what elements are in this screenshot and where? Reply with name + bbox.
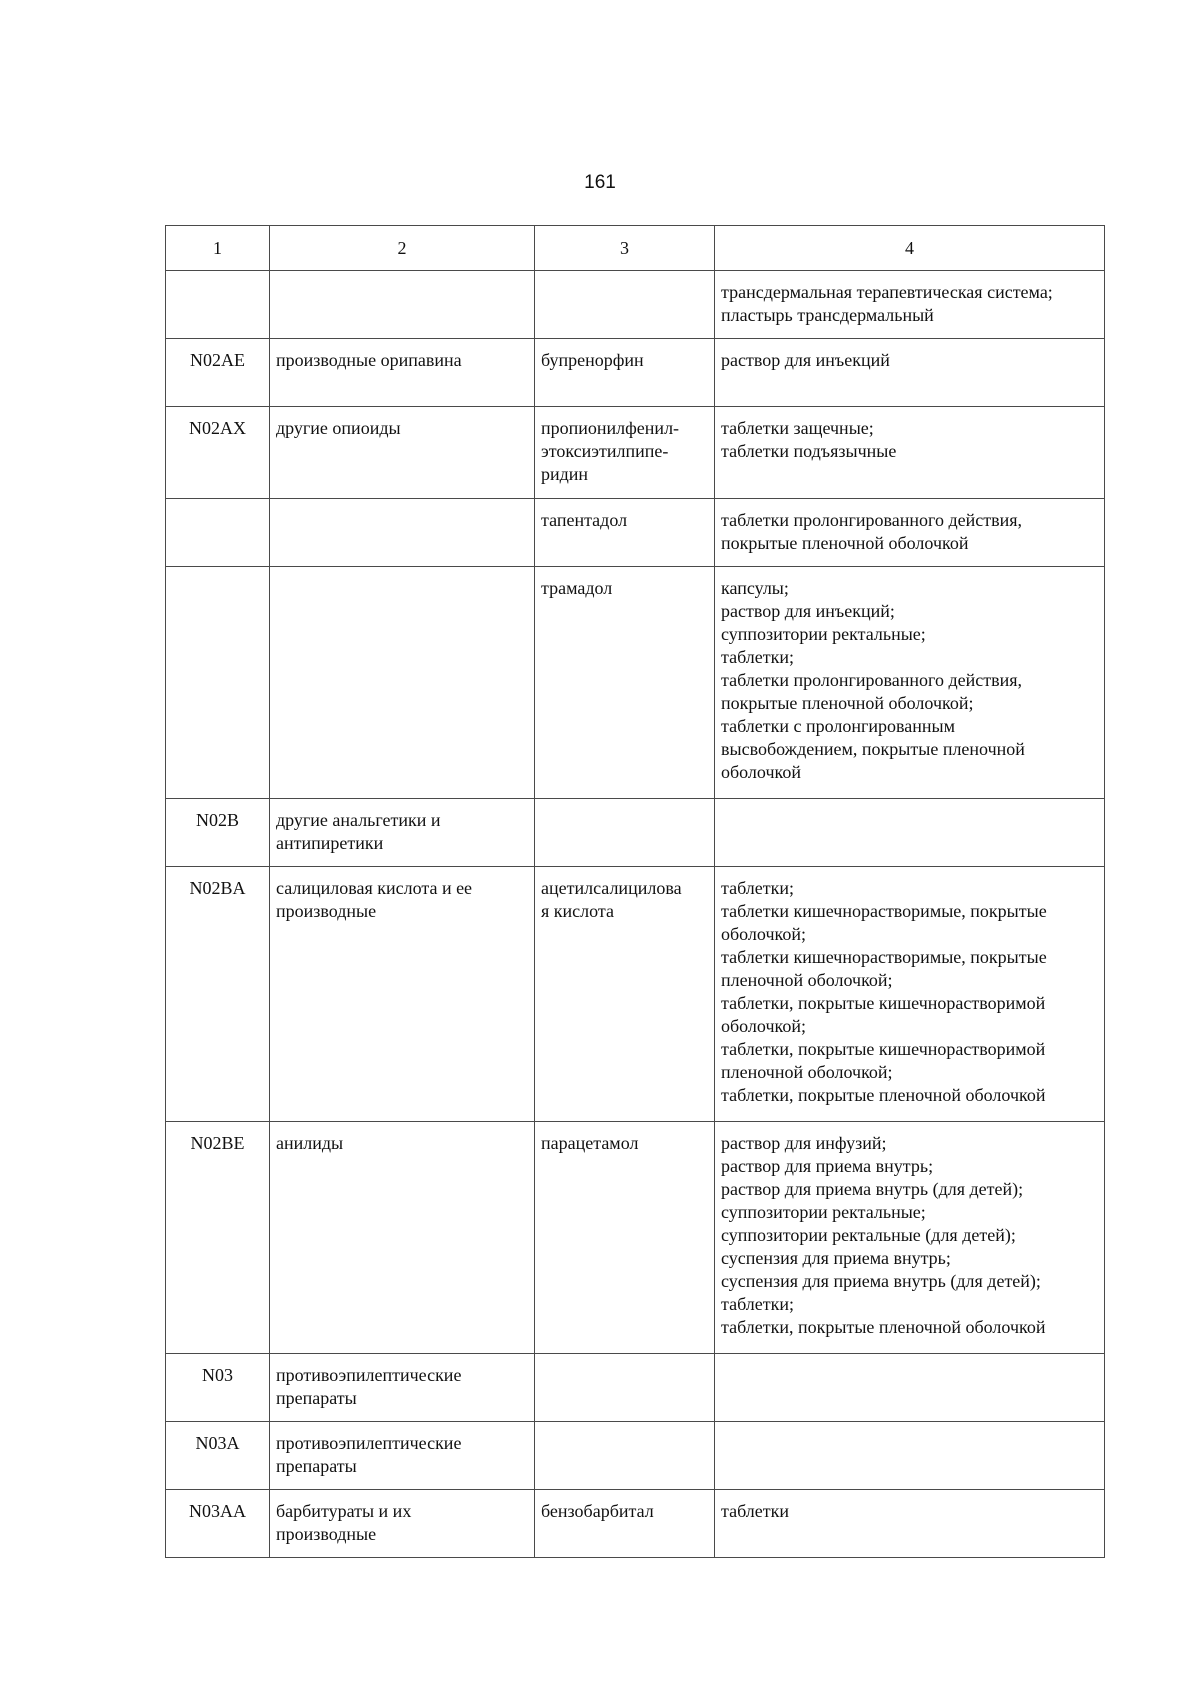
group-name-cell: другие анальгетики и антипиретики	[270, 799, 535, 867]
drug-name-cell	[535, 799, 715, 867]
atc-code-cell: N02BE	[166, 1122, 270, 1354]
dosage-forms-cell: раствор для инфузий; раствор для приема внутрь; раствор для приема внутрь (для детей); суппозитории ректальные; суппозитории ректальные (для детей); суспензия для приема внутрь; суспензия для приема внутрь (для детей); таблетки; таблетки, покрытые пленочной оболочкой	[715, 1122, 1105, 1354]
atc-code-cell: N03	[166, 1354, 270, 1422]
group-name-cell	[270, 271, 535, 339]
drug-name-cell: ацетилсалицилова я кислота	[535, 867, 715, 1122]
drug-name-cell: трамадол	[535, 567, 715, 799]
drug-name-cell	[535, 271, 715, 339]
group-name-cell: анилиды	[270, 1122, 535, 1354]
dosage-forms-cell	[715, 799, 1105, 867]
group-name-cell: производные орипавина	[270, 339, 535, 407]
atc-code-cell: N02B	[166, 799, 270, 867]
atc-code-cell: N02AX	[166, 407, 270, 499]
table-row	[166, 407, 1105, 499]
table-row	[166, 1122, 1105, 1354]
dosage-forms-cell	[715, 1422, 1105, 1490]
table-header-row	[166, 226, 1105, 271]
table-row	[166, 867, 1105, 1122]
dosage-forms-cell: раствор для инъекций	[715, 339, 1105, 407]
atc-code-cell: N03A	[166, 1422, 270, 1490]
group-name-cell: противоэпилептические препараты	[270, 1354, 535, 1422]
drug-name-cell: парацетамол	[535, 1122, 715, 1354]
drug-name-cell	[535, 1354, 715, 1422]
group-name-cell: другие опиоиды	[270, 407, 535, 499]
group-name-cell: салициловая кислота и ее производные	[270, 867, 535, 1122]
table-row	[166, 1490, 1105, 1558]
atc-code-cell: N03AA	[166, 1490, 270, 1558]
header-cell-2: 2	[270, 226, 535, 271]
group-name-cell: противоэпилептические препараты	[270, 1422, 535, 1490]
dosage-forms-cell: таблетки; таблетки кишечнорастворимые, покрытые оболочкой; таблетки кишечнорастворимые, покрытые пленочной оболочкой; таблетки, покрытые кишечнорастворимой оболочкой; таблетки, покрытые кишечнорастворимой пленочной оболочкой; таблетки, покрытые пленочной оболочкой	[715, 867, 1105, 1122]
table-row	[166, 799, 1105, 867]
atc-code-cell	[166, 271, 270, 339]
drug-name-cell: бупренорфин	[535, 339, 715, 407]
group-name-cell	[270, 567, 535, 799]
dosage-forms-cell: трансдермальная терапевтическая система; пластырь трансдермальный	[715, 271, 1105, 339]
drug-name-cell: тапентадол	[535, 499, 715, 567]
table-row	[166, 271, 1105, 339]
group-name-cell: барбитураты и их производные	[270, 1490, 535, 1558]
group-name-cell	[270, 499, 535, 567]
dosage-forms-cell	[715, 1354, 1105, 1422]
atc-code-cell	[166, 499, 270, 567]
table-row	[166, 339, 1105, 407]
atc-code-cell: N02BA	[166, 867, 270, 1122]
table-row	[166, 567, 1105, 799]
drug-name-cell	[535, 1422, 715, 1490]
drug-classification-table	[165, 225, 1105, 1558]
dosage-forms-cell: капсулы; раствор для инъекций; суппозитории ректальные; таблетки; таблетки пролонгированного действия, покрытые пленочной оболочкой; таблетки с пролонгированным высвобождением, покрытые пленочной оболочкой	[715, 567, 1105, 799]
table-row	[166, 1422, 1105, 1490]
dosage-forms-cell: таблетки	[715, 1490, 1105, 1558]
atc-code-cell	[166, 567, 270, 799]
table-row	[166, 499, 1105, 567]
dosage-forms-cell: таблетки защечные; таблетки подъязычные	[715, 407, 1105, 499]
atc-code-cell: N02AE	[166, 339, 270, 407]
header-cell-1: 1	[166, 226, 270, 271]
page-number: 161	[584, 172, 616, 193]
header-cell-3: 3	[535, 226, 715, 271]
drug-name-cell: пропионилфенил- этоксиэтилпипе- ридин	[535, 407, 715, 499]
header-cell-4: 4	[715, 226, 1105, 271]
dosage-forms-cell: таблетки пролонгированного действия, покрытые пленочной оболочкой	[715, 499, 1105, 567]
table-row	[166, 1354, 1105, 1422]
drug-name-cell: бензобарбитал	[535, 1490, 715, 1558]
